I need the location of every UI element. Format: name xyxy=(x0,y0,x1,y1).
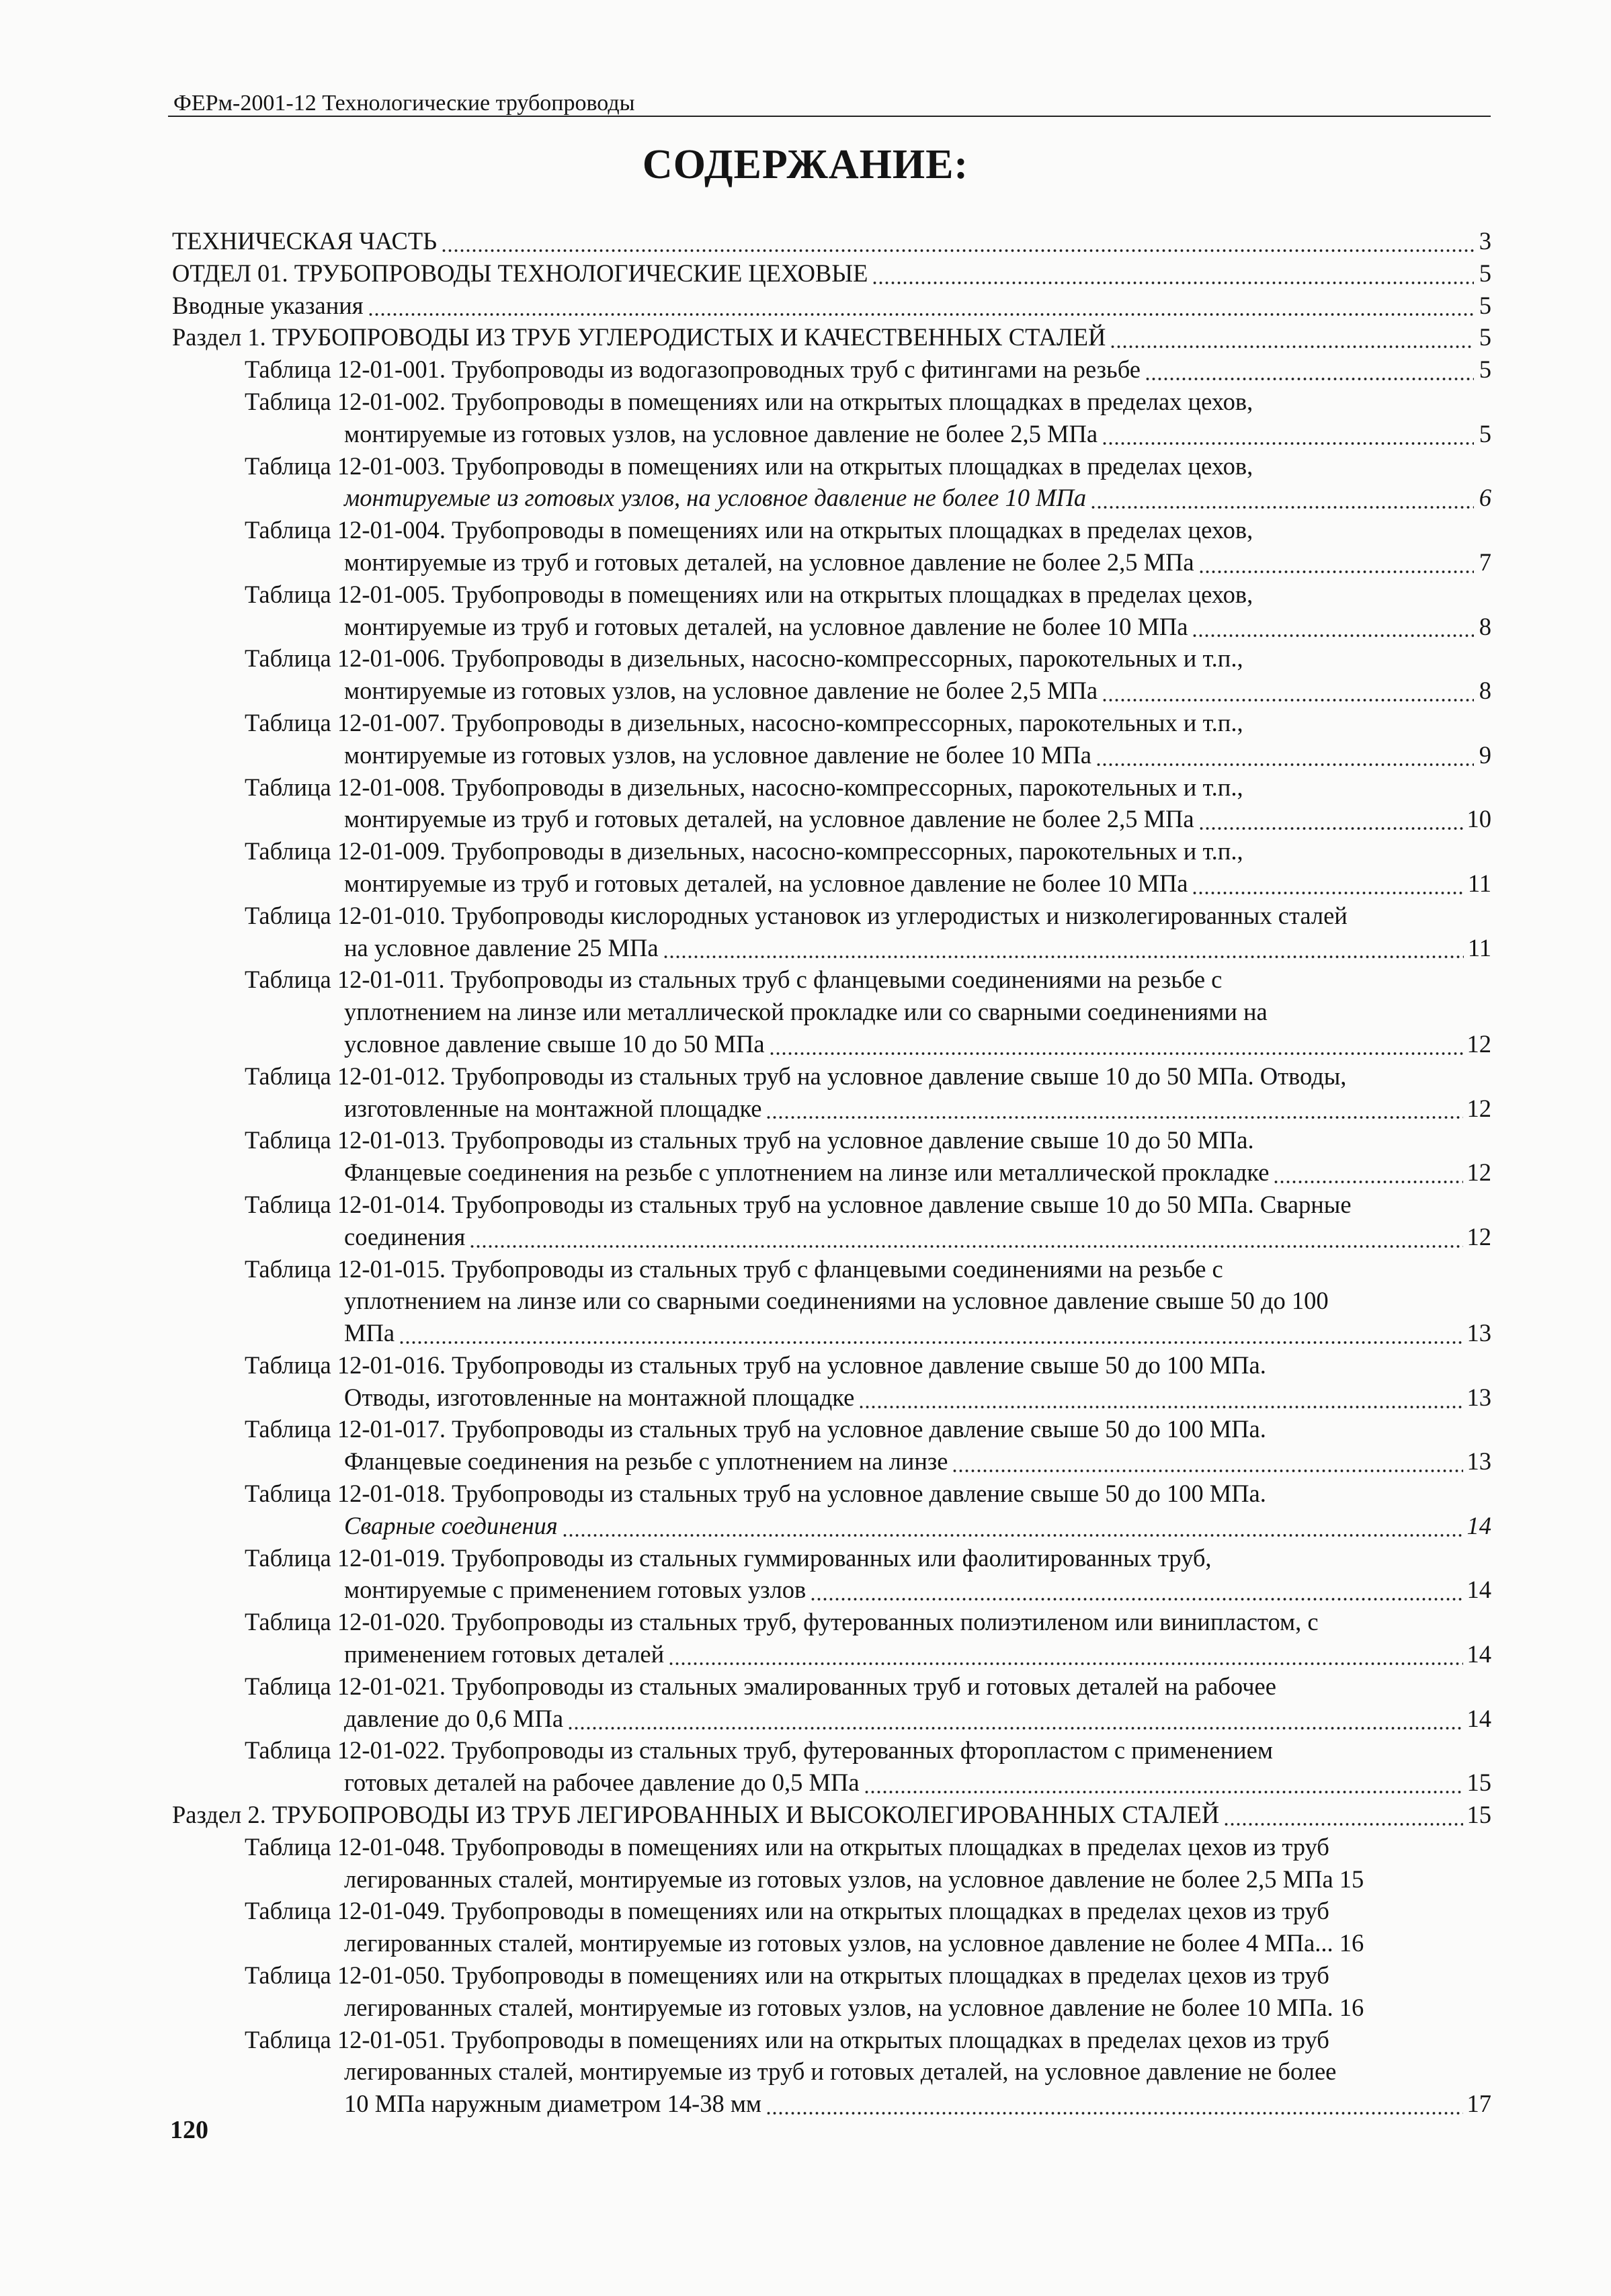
dot-leader xyxy=(872,277,1474,285)
toc-entry-text: монтируемые из труб и готовых деталей, на условное давление не более 10 МПа xyxy=(344,612,1188,640)
toc-entry[interactable] xyxy=(172,1445,1491,1478)
toc-entry-text: уплотнением на линзе или со сварными соединениями на условное давление свыше 50 до 100 xyxy=(344,1287,1329,1315)
toc-entry-text: изготовленные на монтажной площадке xyxy=(344,1094,762,1122)
toc-entry-text: ОТДЕЛ 01. ТРУБОПРОВОДЫ ТЕХНОЛОГИЧЕСКИЕ ЦЕХОВЫЕ xyxy=(172,259,868,287)
toc-entry-text: Таблица 12-01-007. Трубопроводы в дизельных, насосно-компрессорных, парокотельных и т.п., xyxy=(245,708,1243,736)
toc-entry[interactable] xyxy=(172,996,1491,1028)
toc-page-number: 12 xyxy=(1467,1158,1491,1187)
toc-entry-text: Вводные указания xyxy=(172,291,364,319)
dot-leader xyxy=(810,1593,1462,1601)
toc-entry[interactable] xyxy=(172,739,1491,771)
toc-entry-text: на условное давление 25 МПа xyxy=(344,933,659,962)
dot-leader xyxy=(1192,630,1474,638)
dot-leader xyxy=(769,1048,1463,1056)
toc-entry[interactable] xyxy=(172,1093,1491,1125)
toc-page-number: 15 xyxy=(1467,1801,1491,1829)
dot-leader xyxy=(858,1401,1462,1409)
toc-entry[interactable] xyxy=(172,450,1491,482)
toc-entry[interactable] xyxy=(172,835,1491,867)
toc-entry-text: легированных сталей, монтируемые из готовых узлов, на условное давление не более 10 МПа. 16 xyxy=(344,1993,1364,2021)
dot-leader xyxy=(1223,1818,1462,1826)
toc-entry[interactable] xyxy=(172,1285,1491,1317)
toc-entry[interactable] xyxy=(172,964,1491,996)
toc-entry[interactable] xyxy=(172,1831,1491,1863)
dot-leader xyxy=(766,1111,1462,1119)
toc-entry-text: монтируемые из труб и готовых деталей, на условное давление не более 2,5 МПа xyxy=(344,805,1194,833)
toc-entry[interactable] xyxy=(172,1606,1491,1638)
table-of-contents xyxy=(172,225,1491,2120)
toc-entry-text: условное давление свыше 10 до 50 МПа xyxy=(344,1029,765,1058)
toc-entry[interactable] xyxy=(172,1992,1491,2024)
running-header xyxy=(168,86,1491,117)
toc-entry[interactable] xyxy=(172,1317,1491,1349)
toc-entry[interactable] xyxy=(172,803,1491,835)
dot-leader xyxy=(864,1786,1463,1794)
toc-page-number: 11 xyxy=(1467,933,1491,962)
toc-entry-text: Таблица 12-01-050. Трубопроводы в помещениях или на открытых площадках в пределах цехов из труб xyxy=(245,1961,1329,1990)
toc-page-number: 11 xyxy=(1467,869,1491,897)
toc-entry[interactable] xyxy=(172,1349,1491,1381)
toc-page-number: 13 xyxy=(1467,1383,1491,1411)
toc-entry[interactable] xyxy=(172,353,1491,386)
toc-entry-text: Таблица 12-01-020. Трубопроводы из стальных труб, футерованных полиэтиленом или винипластом, с xyxy=(245,1608,1319,1636)
toc-page-number: 5 xyxy=(1479,355,1491,384)
toc-entry[interactable] xyxy=(172,1189,1491,1221)
toc-page-number: 12 xyxy=(1467,1029,1491,1058)
toc-entry-text: применением готовых деталей xyxy=(344,1640,665,1668)
dot-leader xyxy=(1273,1176,1462,1184)
dot-leader xyxy=(668,1658,1462,1666)
toc-entry[interactable] xyxy=(172,675,1491,707)
toc-entry[interactable] xyxy=(172,1767,1491,1799)
toc-entry-text: Таблица 12-01-019. Трубопроводы из стальных гуммированных или фаолитированных труб, xyxy=(245,1543,1212,1572)
running-header-text: ФЕРм-2001-12 Технологические трубопроводы xyxy=(173,91,635,116)
toc-entry-text: монтируемые из готовых узлов, на условное давление не более 10 МПа xyxy=(344,740,1091,769)
toc-entry-text: монтируемые из готовых узлов, на условное давление не более 2,5 МПа xyxy=(344,419,1098,448)
toc-entry[interactable] xyxy=(172,1542,1491,1574)
toc-entry[interactable] xyxy=(172,1381,1491,1414)
dot-leader xyxy=(766,2107,1462,2115)
toc-entry-text: Таблица 12-01-001. Трубопроводы из водогазопроводных труб с фитингами на резьбе xyxy=(245,355,1141,384)
toc-entry[interactable] xyxy=(172,1124,1491,1156)
toc-page-number: 5 xyxy=(1479,291,1491,319)
toc-entry-text: легированных сталей, монтируемые из труб и готовых деталей, на условное давление не более xyxy=(344,2057,1337,2086)
toc-page-number: 14 xyxy=(1467,1704,1491,1732)
dot-leader xyxy=(562,1529,1463,1537)
toc-entry[interactable] xyxy=(172,386,1491,418)
toc-entry[interactable] xyxy=(172,2088,1491,2120)
page-number: 120 xyxy=(170,2116,208,2144)
toc-entry-text: Таблица 12-01-003. Трубопроводы в помещениях или на открытых площадках в пределах цехов, xyxy=(245,452,1253,480)
toc-entry[interactable] xyxy=(172,1253,1491,1285)
toc-entry[interactable] xyxy=(172,1927,1491,1959)
dot-leader xyxy=(1096,759,1474,767)
dot-leader xyxy=(399,1336,1462,1345)
toc-entry[interactable] xyxy=(172,707,1491,739)
toc-entry-text: уплотнением на линзе или металлической прокладке или со сварными соединениями на xyxy=(344,998,1268,1026)
toc-entry-text: Таблица 12-01-006. Трубопроводы в дизельных, насосно-компрессорных, парокотельных и т.п., xyxy=(245,644,1243,673)
toc-page-number: 5 xyxy=(1479,323,1491,351)
toc-entry-text: Таблица 12-01-010. Трубопроводы кислородных установок из углеродистых и низколегированных сталей xyxy=(245,901,1348,929)
dot-leader xyxy=(1110,341,1474,349)
toc-entry-text: Таблица 12-01-005. Трубопроводы в помещениях или на открытых площадках в пределах цехов, xyxy=(245,580,1253,608)
toc-entry-text: Таблица 12-01-008. Трубопроводы в дизельных, насосно-компрессорных, парокотельных и т.п., xyxy=(245,773,1243,801)
toc-page-number: 17 xyxy=(1467,2090,1491,2118)
toc-entry[interactable] xyxy=(172,2024,1491,2056)
toc-page-number: 12 xyxy=(1467,1222,1491,1250)
toc-entry[interactable] xyxy=(172,1574,1491,1606)
toc-page-number: 15 xyxy=(1467,1769,1491,1797)
toc-entry-text: ТЕХНИЧЕСКАЯ ЧАСТЬ xyxy=(172,227,438,255)
toc-entry[interactable] xyxy=(172,1478,1491,1510)
toc-entry[interactable] xyxy=(172,642,1491,675)
dot-leader xyxy=(1198,566,1474,574)
toc-entry-text: Таблица 12-01-021. Трубопроводы из стальных эмалированных труб и готовых деталей на рабочее xyxy=(245,1672,1276,1700)
toc-entry-text: Таблица 12-01-015. Трубопроводы из стальных труб с фланцевыми соединениями на резьбе с xyxy=(245,1255,1223,1283)
toc-entry[interactable] xyxy=(172,900,1491,932)
toc-entry-text: монтируемые из труб и готовых деталей, на условное давление не более 2,5 МПа xyxy=(344,548,1194,576)
toc-entry[interactable] xyxy=(172,2055,1491,2088)
toc-entry[interactable] xyxy=(172,1863,1491,1896)
toc-entry[interactable] xyxy=(172,867,1491,900)
toc-entry[interactable] xyxy=(172,1028,1491,1060)
toc-entry-text: Таблица 12-01-012. Трубопроводы из стальных труб на условное давление свыше 10 до 50 МПа. Отводы, xyxy=(245,1062,1347,1090)
toc-entry-text: легированных сталей, монтируемые из готовых узлов, на условное давление не более 2,5 МПа 15 xyxy=(344,1865,1364,1893)
toc-entry-text: давление до 0,6 МПа xyxy=(344,1704,564,1732)
toc-entry-text: Фланцевые соединения на резьбе с уплотнением на линзе xyxy=(344,1447,948,1476)
toc-entry-text: Таблица 12-01-002. Трубопроводы в помещениях или на открытых площадках в пределах цехов, xyxy=(245,387,1253,415)
toc-entry-text: монтируемые с применением готовых узлов xyxy=(344,1576,807,1604)
toc-entry-text: Отводы, изготовленные на монтажной площадке xyxy=(344,1383,855,1411)
dot-leader xyxy=(567,1722,1462,1730)
toc-page-number: 5 xyxy=(1479,259,1491,287)
toc-page-number: 14 xyxy=(1467,1511,1491,1539)
toc-entry-text: Фланцевые соединения на резьбе с уплотнением на линзе или металлической прокладке xyxy=(344,1158,1270,1187)
toc-entry[interactable] xyxy=(172,579,1491,611)
toc-page-number: 14 xyxy=(1467,1640,1491,1668)
toc-entry-text: Таблица 12-01-048. Трубопроводы в помещениях или на открытых площадках в пределах цехов из труб xyxy=(245,1832,1329,1861)
dot-leader xyxy=(663,951,1464,959)
toc-entry[interactable] xyxy=(172,1156,1491,1189)
toc-entry[interactable] xyxy=(172,418,1491,450)
toc-entry[interactable] xyxy=(172,1638,1491,1670)
toc-entry-text: Таблица 12-01-022. Трубопроводы из стальных труб, футерованных фторопластом с применением xyxy=(245,1736,1273,1764)
toc-entry-text: Таблица 12-01-051. Трубопроводы в помещениях или на открытых площадках в пределах цехов из труб xyxy=(245,2025,1329,2053)
toc-entry[interactable] xyxy=(172,1413,1491,1445)
toc-page-number: 5 xyxy=(1479,419,1491,448)
toc-entry[interactable] xyxy=(172,1734,1491,1767)
toc-entry[interactable] xyxy=(172,225,1491,257)
toc-entry[interactable] xyxy=(172,514,1491,546)
toc-entry[interactable] xyxy=(172,1895,1491,1927)
toc-entry[interactable] xyxy=(172,1670,1491,1703)
toc-page-number: 14 xyxy=(1467,1576,1491,1604)
toc-entry-text: Сварные соединения xyxy=(344,1511,558,1539)
toc-entry-text: 10 МПа наружным диаметром 14-38 мм xyxy=(344,2090,762,2118)
dot-leader xyxy=(1102,694,1474,702)
toc-entry-text: Таблица 12-01-011. Трубопроводы из стальных труб с фланцевыми соединениями на резьбе с xyxy=(245,966,1223,994)
toc-page-number: 13 xyxy=(1467,1447,1491,1476)
toc-entry-text: Таблица 12-01-013. Трубопроводы из стальных труб на условное давление свыше 10 до 50 МПа. xyxy=(245,1126,1254,1154)
dot-leader xyxy=(1090,501,1474,509)
toc-entry-text: Таблица 12-01-009. Трубопроводы в дизельных, насосно-компрессорных, парокотельных и т.п., xyxy=(245,837,1243,865)
toc-page-number: 7 xyxy=(1479,548,1491,576)
toc-entry-text: Таблица 12-01-016. Трубопроводы из стальных труб на условное давление свыше 50 до 100 МПа. xyxy=(245,1351,1266,1379)
dot-leader xyxy=(441,245,1474,253)
dot-leader xyxy=(1145,373,1474,381)
toc-entry-text: Раздел 1. ТРУБОПРОВОДЫ ИЗ ТРУБ УГЛЕРОДИСТЫХ И КАЧЕСТВЕННЫХ СТАЛЕЙ xyxy=(172,323,1106,351)
toc-entry-text: Таблица 12-01-014. Трубопроводы из стальных труб на условное давление свыше 10 до 50 МПа. Сварные xyxy=(245,1190,1352,1218)
toc-entry[interactable] xyxy=(172,1510,1491,1542)
toc-entry-text: соединения xyxy=(344,1222,466,1250)
toc-entry[interactable] xyxy=(172,1799,1491,1831)
toc-entry-text: готовых деталей на рабочее давление до 0,5 МПа xyxy=(344,1769,860,1797)
toc-entry-text: Таблица 12-01-017. Трубопроводы из стальных труб на условное давление свыше 50 до 100 МПа. xyxy=(245,1415,1266,1443)
toc-entry-text: монтируемые из готовых узлов, на условное давление не более 10 МПа xyxy=(344,484,1087,512)
dot-leader xyxy=(952,1465,1462,1473)
toc-entry-text: легированных сталей, монтируемые из готовых узлов, на условное давление не более 4 МПа... 16 xyxy=(344,1929,1364,1957)
toc-entry[interactable] xyxy=(172,1959,1491,1992)
toc-page-number: 8 xyxy=(1479,677,1491,705)
page-title: СОДЕРЖАНИЕ: xyxy=(642,142,969,187)
toc-entry-text: Таблица 12-01-049. Трубопроводы в помещениях или на открытых площадках в пределах цехов из труб xyxy=(245,1897,1329,1925)
dot-leader xyxy=(469,1240,1462,1248)
toc-entry-text: Раздел 2. ТРУБОПРОВОДЫ ИЗ ТРУБ ЛЕГИРОВАННЫХ И ВЫСОКОЛЕГИРОВАННЫХ СТАЛЕЙ xyxy=(172,1801,1220,1829)
toc-entry[interactable] xyxy=(172,611,1491,643)
toc-entry[interactable] xyxy=(172,321,1491,353)
toc-entry-text: Таблица 12-01-018. Трубопроводы из стальных труб на условное давление свыше 50 до 100 МПа. xyxy=(245,1480,1266,1508)
toc-page-number: 8 xyxy=(1479,612,1491,640)
toc-entry[interactable] xyxy=(172,1060,1491,1093)
dot-leader xyxy=(368,308,1474,316)
toc-entry[interactable] xyxy=(172,257,1491,290)
toc-entry[interactable] xyxy=(172,290,1491,322)
toc-entry-text: монтируемые из труб и готовых деталей, на условное давление не более 10 МПа xyxy=(344,869,1188,897)
dot-leader xyxy=(1198,822,1463,831)
dot-leader xyxy=(1192,887,1463,895)
toc-entry[interactable] xyxy=(172,1703,1491,1735)
toc-page-number: 9 xyxy=(1479,740,1491,769)
toc-entry[interactable] xyxy=(172,771,1491,804)
toc-entry[interactable] xyxy=(172,932,1491,964)
toc-page-number: 3 xyxy=(1479,227,1491,255)
toc-entry[interactable] xyxy=(172,1221,1491,1253)
dot-leader xyxy=(1102,437,1474,445)
toc-entry[interactable] xyxy=(172,482,1491,514)
toc-page-number: 6 xyxy=(1479,484,1491,512)
toc-entry[interactable] xyxy=(172,546,1491,579)
toc-entry-text: Таблица 12-01-004. Трубопроводы в помещениях или на открытых площадках в пределах цехов, xyxy=(245,516,1253,544)
toc-entry-text: монтируемые из готовых узлов, на условное давление не более 2,5 МПа xyxy=(344,677,1098,705)
toc-entry-text: МПа xyxy=(344,1319,395,1347)
toc-page-number: 12 xyxy=(1467,1094,1491,1122)
toc-page-number: 10 xyxy=(1467,805,1491,833)
toc-page-number: 13 xyxy=(1467,1319,1491,1347)
